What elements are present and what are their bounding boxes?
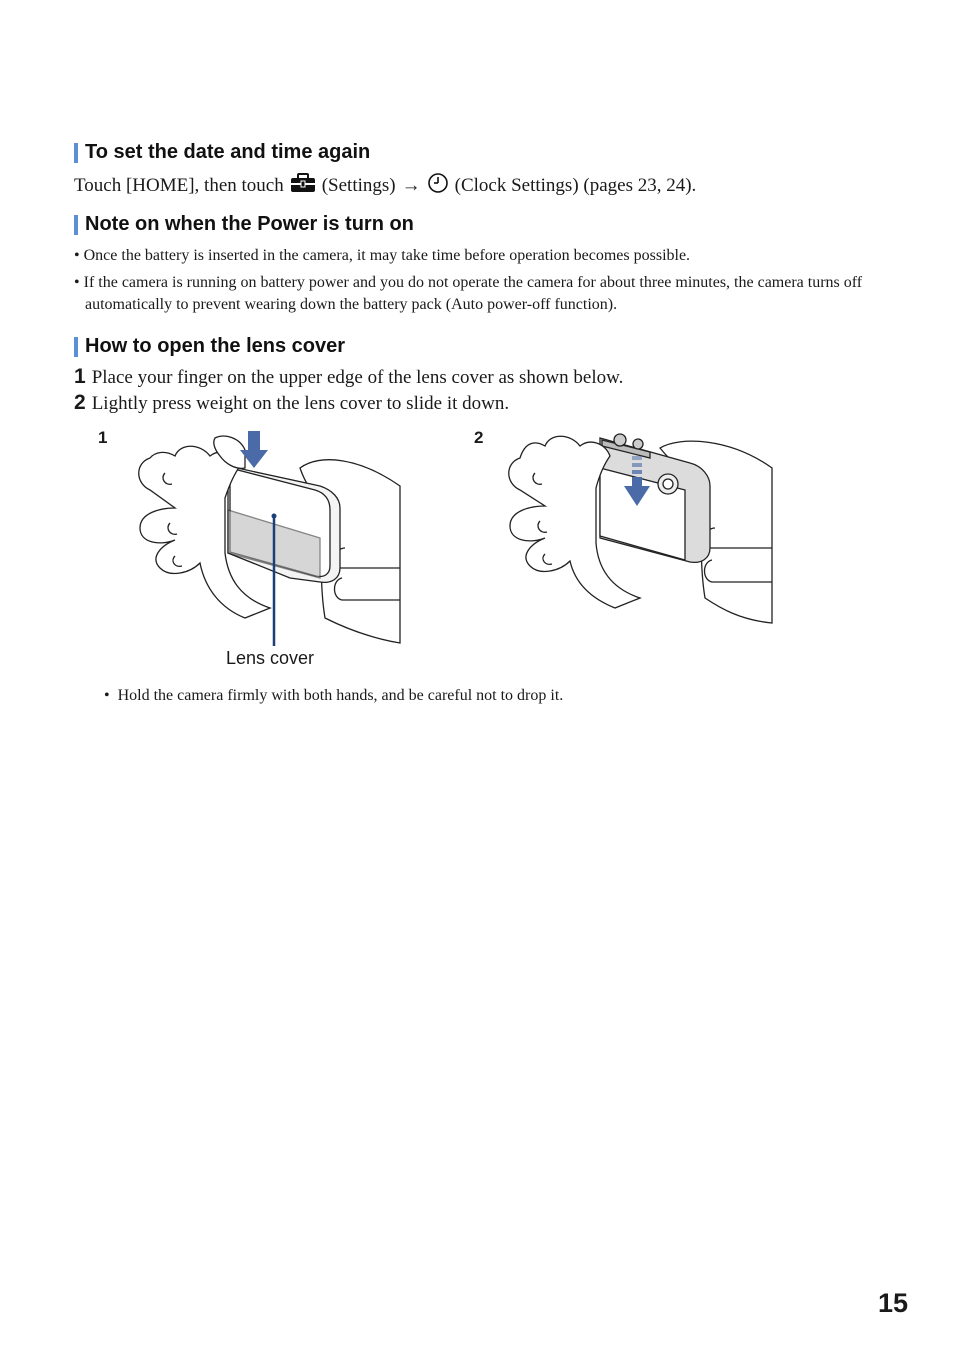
step-2 bbox=[74, 391, 509, 415]
step-1 bbox=[74, 365, 623, 389]
figure-1-label: 1 bbox=[98, 428, 108, 447]
date-time-instruction bbox=[74, 172, 696, 200]
heading-text: Note on when the Power is turn on bbox=[85, 213, 414, 235]
instruction-text: Touch [HOME], then touch bbox=[74, 175, 284, 196]
bullet: • bbox=[104, 687, 110, 704]
heading-accent-bar bbox=[74, 143, 78, 163]
clock-settings-label: (Clock Settings) (pages 23, 24). bbox=[454, 175, 697, 196]
lens-cover-callout-label: Lens cover bbox=[226, 648, 315, 668]
step-number: 1 bbox=[74, 365, 86, 388]
settings-label: (Settings) bbox=[321, 175, 396, 196]
settings-toolbox-icon bbox=[290, 173, 316, 199]
figure-2-illustration bbox=[500, 428, 790, 628]
heading-accent-bar bbox=[74, 337, 78, 357]
heading-accent-bar bbox=[74, 215, 78, 235]
bullet: • bbox=[74, 247, 80, 264]
heading-text: To set the date and time again bbox=[85, 141, 371, 163]
step-text: Place your finger on the upper edge of the lens cover as shown below. bbox=[91, 367, 624, 388]
heading-text: How to open the lens cover bbox=[85, 335, 346, 357]
note-text: Hold the camera firmly with both hands, and be careful not to drop it. bbox=[117, 687, 564, 704]
step-number: 2 bbox=[74, 391, 86, 414]
figure-2-label: 2 bbox=[474, 428, 484, 447]
bullet-text: Once the battery is inserted in the camera, it may take time before operation becomes possible. bbox=[83, 247, 691, 264]
figure-1-illustration bbox=[120, 428, 410, 648]
lens-cover-note bbox=[104, 685, 563, 707]
bullet: • bbox=[74, 274, 80, 291]
page-number: 15 bbox=[877, 1288, 908, 1318]
power-note-bullet-2 bbox=[74, 272, 885, 316]
power-note-bullet-1 bbox=[74, 245, 874, 267]
section-heading-date-time bbox=[74, 141, 370, 164]
section-heading-power-note bbox=[74, 213, 414, 236]
section-heading-lens-cover bbox=[74, 335, 345, 358]
step-text: Lightly press weight on the lens cover to slide it down. bbox=[91, 393, 510, 414]
bullet-text: If the camera is running on battery power and you do not operate the camera for about three minutes, the camera turns off automatically to prevent wearing down the battery pack (Auto power-off function). bbox=[83, 274, 863, 313]
clock-icon bbox=[427, 172, 449, 200]
arrow-glyph: → bbox=[401, 175, 421, 196]
